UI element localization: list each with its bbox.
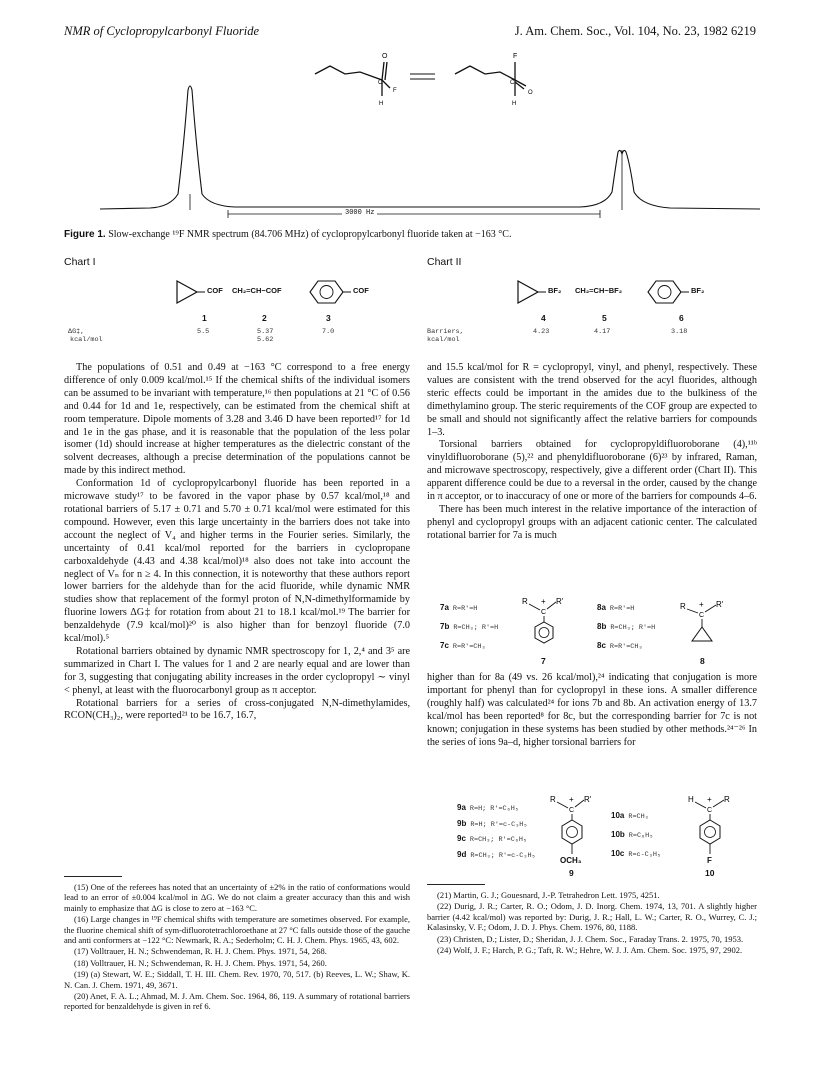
footnote-23: (23) Christen, D.; Lister, D.; Sheridan, J. J. Chem. Soc., Faraday Trans. 2. 1975, 70, 1953. xyxy=(437,933,744,944)
ion-number-9: 9 xyxy=(569,868,574,878)
ion-9b: 9b R=H; R'=c-C₃H₅ xyxy=(457,818,528,829)
ion-9d: 9d R=CH₃; R'=c-C₃H₅ xyxy=(457,849,536,860)
figure-caption-label: Figure 1. xyxy=(64,229,106,240)
svg-text:H: H xyxy=(379,101,384,107)
chart2-bf2-label-6: BF₂ xyxy=(691,286,705,295)
chart1-cof-label-3: COF xyxy=(353,286,369,295)
ion-number-10: 10 xyxy=(705,868,715,878)
conformer-structure-left xyxy=(315,62,390,96)
ion-10b: 10b R=C₆H₅ xyxy=(611,830,654,840)
svg-text:R: R xyxy=(522,597,528,606)
running-header-title: NMR of Cyclopropylcarbonyl Fluoride xyxy=(64,24,259,38)
right-column-body-mid xyxy=(427,672,757,749)
ion-7b: 7b R=CH₃; R'=H xyxy=(440,622,499,632)
compound-number-5: 5 xyxy=(602,313,607,323)
svg-text:R: R xyxy=(680,602,686,611)
ion-10a: 10a R=CH₃ xyxy=(611,811,649,821)
scale-label: 3000 Hz xyxy=(342,209,377,217)
ion-8a: 8a R=R'=H xyxy=(597,603,635,613)
left-column-body xyxy=(64,362,410,723)
svg-text:C: C xyxy=(569,807,575,814)
chart2-bf2-label-4: BF₂ xyxy=(548,286,562,295)
footnote-22: (22) Durig, J. R.; Carter, R. O.; Odom, J. D. Inorg. Chem. 1974, 13, 701. A slightly higher barrier (4.42 kcal/mol) was reported by: Durig, J. R.; Hall, L. W.; Carter, R. O., Wurrey, C. J.; Kalasinsky, V. F.; Odom, J. D. J. Phys. Chem. 1976, 80, 1188. xyxy=(427,901,757,933)
ion-7a: 7a R=R'=H xyxy=(440,603,478,613)
footnotes-left xyxy=(64,882,410,1013)
svg-text:H: H xyxy=(512,101,517,107)
svg-text:C: C xyxy=(707,807,713,814)
left-paragraph-2: Conformation 1d of cyclopropylcarbonyl fluoride has been reported in a microwave study¹⁷ to be favored in the vapor phase by 0.57 kcal/mol,¹⁸ and rotational barriers of 5.17 ± 0.71 and 5.70 ± 0.71 kcal/mol were estimated for this compound. However, even this large uncertainty in the barriers does not take into account the neglect of V₄ and higher terms in the Fourier series. Similarly, the uncertainty of 0.41 kcal/mol reported for the barriers in cyclopropane carboxaldehyde (4.43 and 4.38 kcal/mol)¹⁸ also does not take into account the neglect of Vₙ for n ≥ 4. In this connection, it is noteworthy that these authors report lower barriers for the aldehyde than for the acid fluoride, while dynamic NMR studies show that replacement of the formyl proton of N,N-dimethylformamide by fluorine lowers ΔG‡ for rotation from about 21 to 18.1 kcal/mol.¹⁹ The barrier for benzaldehyde (7.9 kcal/mol)²⁰ is also higher than for benzoyl fluoride (7.0 kcal/mol).⁵ xyxy=(64,478,410,645)
right-paragraph-2: Torsional barriers obtained for cyclopropyldifluoroborane (4),¹¹ᵇ vinyldifluoroborane (5),²² and phenyldifluoroborane (6)²³ by infrared, Raman, and microwave spectroscopy, respectively, give a different order (Chart II). This apparent difference could be due to a reversal in the order, caused by the change in π acceptor, or to inaccuracy of one or more of the barriers for compounds 4–6. xyxy=(427,439,757,503)
chart2-row-unit: kcal/mol xyxy=(427,336,460,344)
left-paragraph-3: Rotational barriers obtained by dynamic NMR spectroscopy for 1, 2,⁴ and 3⁵ are summarized in Chart I. The values for 1 and 2 are nearly equal and are lower than for 3, suggesting that conjugating ability increases in the order cyclopropyl ∼ vinyl < phenyl, at least with the fluorocarbonyl group as π acceptor. xyxy=(64,645,410,696)
compound-number-6: 6 xyxy=(679,313,684,323)
footnotes-right xyxy=(427,890,757,956)
footnote-17: (17) Volltrauer, H. N.; Schwendeman, R. H. J. Chem. Phys. 1971, 54, 268. xyxy=(74,946,327,957)
chart1-value-3: 7.0 xyxy=(322,328,335,336)
chart2-value-4: 4.23 xyxy=(533,328,550,336)
chart2-value-6: 3.18 xyxy=(671,328,688,336)
compound-number-4: 4 xyxy=(541,313,546,323)
chart1-title: Chart I xyxy=(64,256,96,268)
ion-number-8: 8 xyxy=(700,656,705,666)
ion7-list xyxy=(440,598,498,655)
ion7-structure xyxy=(520,594,570,652)
svg-text:C: C xyxy=(541,609,547,616)
svg-text:O: O xyxy=(528,90,533,96)
conformer-structure-right xyxy=(455,62,526,96)
svg-text:R': R' xyxy=(716,600,724,609)
footnote-21: (21) Martin, G. J.; Gouesnard, J.-P. Tetrahedron Lett. 1975, 4251. xyxy=(437,890,660,900)
svg-text:+: + xyxy=(541,597,546,606)
svg-text:R': R' xyxy=(556,597,564,606)
chart2-value-5: 4.17 xyxy=(594,328,611,336)
chart1-value-2: 5.37 xyxy=(257,328,274,336)
figure-caption xyxy=(64,228,764,241)
svg-text:R: R xyxy=(724,795,730,804)
footnote-18: (18) Volltrauer, H. N.; Schwendeman, R. H. J. Chem. Phys. 1971, 54, 260. xyxy=(74,957,327,968)
svg-text:R: R xyxy=(550,795,556,804)
svg-text:F: F xyxy=(393,88,397,94)
svg-text:R': R' xyxy=(584,795,592,804)
right-column-body-top xyxy=(427,362,757,543)
compound-number-1: 1 xyxy=(202,313,207,323)
ion-8c: 8c R=R'=CH₃ xyxy=(597,641,643,651)
footnote-24: (24) Wolf, J. F.; Harch, P. G.; Taft, R. W.; Hehre, W. J. J. Am. Chem. Soc. 1975, 97, 2902. xyxy=(437,945,743,956)
footnote-19: (19) (a) Stewart, W. E.; Siddall, T. H. III. Chem. Rev. 1970, 70, 517. (b) Reeves, L. W.; Shaw, K. N. Can. J. Chem. 1971, 49, 3671. xyxy=(64,969,410,990)
right-paragraph-4: higher than for 8a (49 vs. 26 kcal/mol),²⁴ indicating that conjugation is more important for phenyl than for cyclopropyl in these ions. A smaller difference (roughly half) was calculated²⁴ for ions 7b and 8b. An activation energy of 13.7 kcal/mol has been reported⁸ for 8c, but the corresponding barrier for 7c is not known; conjugation in these systems has been studied by other methods.²⁴⁻²⁶ In the series of ions 9a–d, higher torsional barriers for xyxy=(427,672,757,748)
footnote-16: (16) Large changes in ¹⁹F chemical shifts with temperature are sometimes observed. For example, the fluorine chemical shift of sym-difluorotetrachloroethane at 27 °C falls outside those of the gauche and anti conformers at −122 °C: Newmark, R. A.; Sederholm; C. H. J. Chem. Phys. 1965, 43, 602. xyxy=(64,914,410,946)
svg-text:+: + xyxy=(707,795,712,804)
ion8-list xyxy=(597,598,655,655)
ion-number-7: 7 xyxy=(541,656,546,666)
ion-9a: 9a R=H; R'=C₆H₅ xyxy=(457,803,519,813)
spectrum-trace xyxy=(100,86,760,209)
ion9-list xyxy=(457,800,536,862)
chart1-row-label: ΔG‡, xyxy=(68,328,85,336)
ion9-och3-label: OCH₃ xyxy=(560,856,582,865)
footnote-rule-left xyxy=(64,876,122,877)
nmr-spectrum-figure xyxy=(60,44,780,224)
figure-caption-text: Slow-exchange ¹⁹F NMR spectrum (84.706 MHz) of cyclopropylcarbonyl fluoride taken at −163 °C. xyxy=(108,229,512,240)
ion-9c: 9c R=CH₃; R'=C₆H₅ xyxy=(457,834,528,844)
chart2-vinyl-label: CH₂=CH−BF₂ xyxy=(575,286,623,295)
right-paragraph-3: There has been much interest in the relative importance of the interaction of phenyl and cyclopropyl groups with an adjacent cationic center. The calculated rotational barrier for 7a is much xyxy=(427,503,757,541)
ion8-structure xyxy=(678,597,728,645)
svg-text:H: H xyxy=(688,795,694,804)
svg-text:F: F xyxy=(513,53,518,60)
chart1-cof-label-1: COF xyxy=(207,286,223,295)
svg-text:+: + xyxy=(569,795,574,804)
footnote-rule-right xyxy=(427,884,485,885)
running-header-journal: J. Am. Chem. Soc., Vol. 104, No. 23, 1982 6219 xyxy=(514,24,756,38)
svg-text:C: C xyxy=(699,612,705,619)
chart1-vinyl-label: CH₂=CH−COF xyxy=(232,286,282,295)
ion10-list xyxy=(611,806,661,863)
equilibrium-arrow xyxy=(410,74,435,79)
svg-text:+: + xyxy=(699,600,704,609)
ion-8b: 8b R=CH₃; R'=H xyxy=(597,622,656,632)
left-paragraph-4: Rotational barriers for a series of cross-conjugated N,N-dimethylamides, RCON(CH₃)₂, were reported²¹ to be 16.7, 16.7, xyxy=(64,697,410,722)
compound-number-2: 2 xyxy=(262,313,267,323)
footnote-15: (15) One of the referees has noted that an uncertainty of ±2% in the ratio of conformations would lead to an error of ±0.004 kcal/mol in ΔG. We do not claim a greater accuracy than this and wish mainly to emphasize that ΔG is close to zero at −163 °C. xyxy=(64,882,410,913)
chart1-value-2b: 5.62 xyxy=(257,336,274,344)
chart1-row-unit: kcal/mol xyxy=(70,336,103,344)
ion-10c: 10c R=c-C₃H₅ xyxy=(611,849,661,859)
right-paragraph-1: and 15.5 kcal/mol for R = cyclopropyl, vinyl, and phenyl, respectively. These values are consistent with the trend observed for the acyl fluorides, although steric effects could be important in the amides due to the bulkiness of the dimethylamino group. The steric requirements of the COF group are expected to be small and should not significantly affect the relative barriers for compounds 1–3. xyxy=(427,362,757,438)
chart1-value-1: 5.5 xyxy=(197,328,210,336)
compound-number-3: 3 xyxy=(326,313,331,323)
chart2-title: Chart II xyxy=(427,256,462,268)
ion-7c: 7c R=R'=CH₃ xyxy=(440,641,486,651)
ion10-f-label: F xyxy=(707,856,712,865)
left-paragraph-1: The populations of 0.51 and 0.49 at −163 °C correspond to a free energy difference of only 0.009 kcal/mol.¹⁵ If the chemical shifts of the individual isomers can be assumed to be invariant with temperature,¹⁶ then populations at 21 °C of 0.56 and 0.44 for 1d and 1e, respectively, can be estimated from the chemical shift at room temperature. Dipole moments of 3.28 and 3.46 D have been reported¹⁷ for 1d and 1e in the gas phase, and it is reasonable that the population of the less polar isomer (1d) should increase at higher temperatures as the dielectric constant of the solvent decreases, although a precise determination of the populations cannot be made by this indirect method. xyxy=(64,362,410,477)
svg-text:C: C xyxy=(510,80,515,86)
chart2-row-label: Barriers, xyxy=(427,328,464,336)
svg-text:O: O xyxy=(382,53,388,60)
footnote-20: (20) Anet, F. A. L.; Ahmad, M. J. Am. Chem. Soc. 1964, 86, 119. A summary of rotational barriers reported for benzaldehyde is given in ref 6. xyxy=(64,991,410,1012)
svg-text:C: C xyxy=(378,80,383,86)
